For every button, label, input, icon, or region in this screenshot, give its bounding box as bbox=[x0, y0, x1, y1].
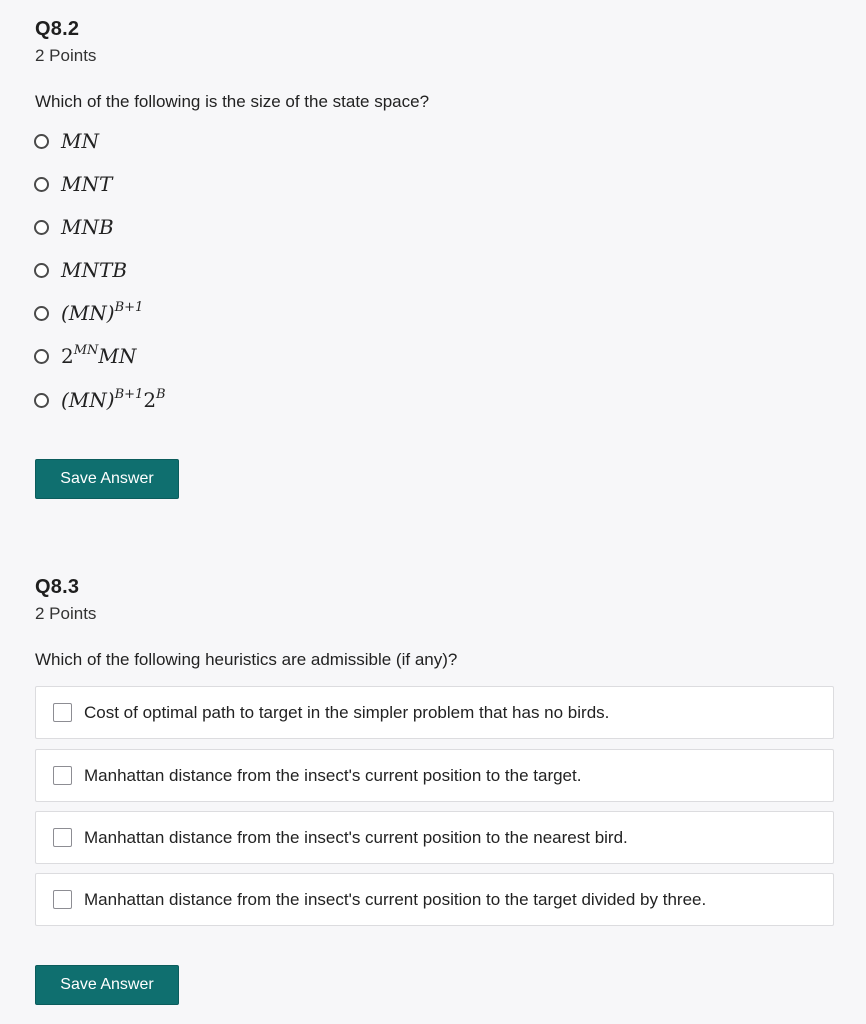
checkbox-option[interactable] bbox=[35, 811, 834, 864]
question-points: 2 Points bbox=[35, 46, 97, 65]
question-title: Q8.2 bbox=[35, 18, 80, 40]
checkbox-label: Manhattan distance from the insect's current position to the target. bbox=[84, 765, 582, 785]
radio-button[interactable] bbox=[34, 134, 49, 149]
checkbox-label: Manhattan distance from the insect's current position to the target divided by three. bbox=[84, 889, 707, 909]
math-tail: MN bbox=[98, 344, 137, 368]
radio-button[interactable] bbox=[34, 177, 49, 192]
math-exponent: B+1 bbox=[114, 300, 144, 315]
math-exponent: MN bbox=[73, 343, 99, 358]
math-base: 2 bbox=[61, 344, 74, 368]
radio-option[interactable] bbox=[34, 212, 114, 242]
math-expression bbox=[61, 215, 114, 239]
math-expression bbox=[61, 301, 143, 325]
math-expression bbox=[61, 258, 127, 282]
checkbox[interactable] bbox=[53, 890, 72, 909]
checkbox[interactable] bbox=[53, 828, 72, 847]
checkbox-option[interactable] bbox=[35, 749, 834, 802]
checkbox-label: Cost of optimal path to target in the simpler problem that has no birds. bbox=[84, 702, 610, 722]
math-exponent: B+1 bbox=[114, 387, 144, 402]
question-title: Q8.3 bbox=[35, 576, 80, 598]
radio-button[interactable] bbox=[34, 306, 49, 321]
math-base: MN bbox=[61, 129, 99, 153]
radio-option[interactable] bbox=[34, 169, 112, 199]
question-prompt: Which of the following is the size of the state space? bbox=[35, 92, 430, 111]
checkbox[interactable] bbox=[53, 766, 72, 785]
math-base: (MN) bbox=[61, 388, 115, 412]
radio-option[interactable] bbox=[34, 385, 166, 415]
question-points: 2 Points bbox=[35, 604, 97, 623]
math-base: MNT bbox=[61, 172, 113, 196]
radio-option[interactable] bbox=[34, 126, 99, 156]
math-tail-exponent: B bbox=[156, 387, 166, 402]
save-answer-button[interactable]: Save Answer bbox=[35, 459, 179, 499]
math-base: (MN) bbox=[61, 301, 115, 325]
math-expression bbox=[61, 172, 112, 196]
radio-button[interactable] bbox=[34, 349, 49, 364]
checkbox-label: Manhattan distance from the insect's current position to the nearest bird. bbox=[84, 827, 628, 847]
radio-option[interactable] bbox=[34, 255, 127, 285]
math-base: MNTB bbox=[61, 258, 128, 282]
radio-button[interactable] bbox=[34, 393, 49, 408]
math-base: MNB bbox=[61, 215, 114, 239]
checkbox-option[interactable] bbox=[35, 873, 834, 926]
math-expression bbox=[61, 388, 166, 412]
save-answer-button[interactable]: Save Answer bbox=[35, 965, 179, 1005]
radio-option[interactable] bbox=[34, 298, 143, 328]
question-prompt: Which of the following heuristics are admissible (if any)? bbox=[35, 650, 458, 669]
checkbox-option[interactable] bbox=[35, 686, 834, 739]
radio-button[interactable] bbox=[34, 263, 49, 278]
math-expression bbox=[61, 129, 99, 153]
radio-option[interactable] bbox=[34, 341, 136, 371]
checkbox[interactable] bbox=[53, 703, 72, 722]
math-expression bbox=[61, 344, 136, 368]
radio-button[interactable] bbox=[34, 220, 49, 235]
math-tail: 2 bbox=[143, 388, 157, 412]
